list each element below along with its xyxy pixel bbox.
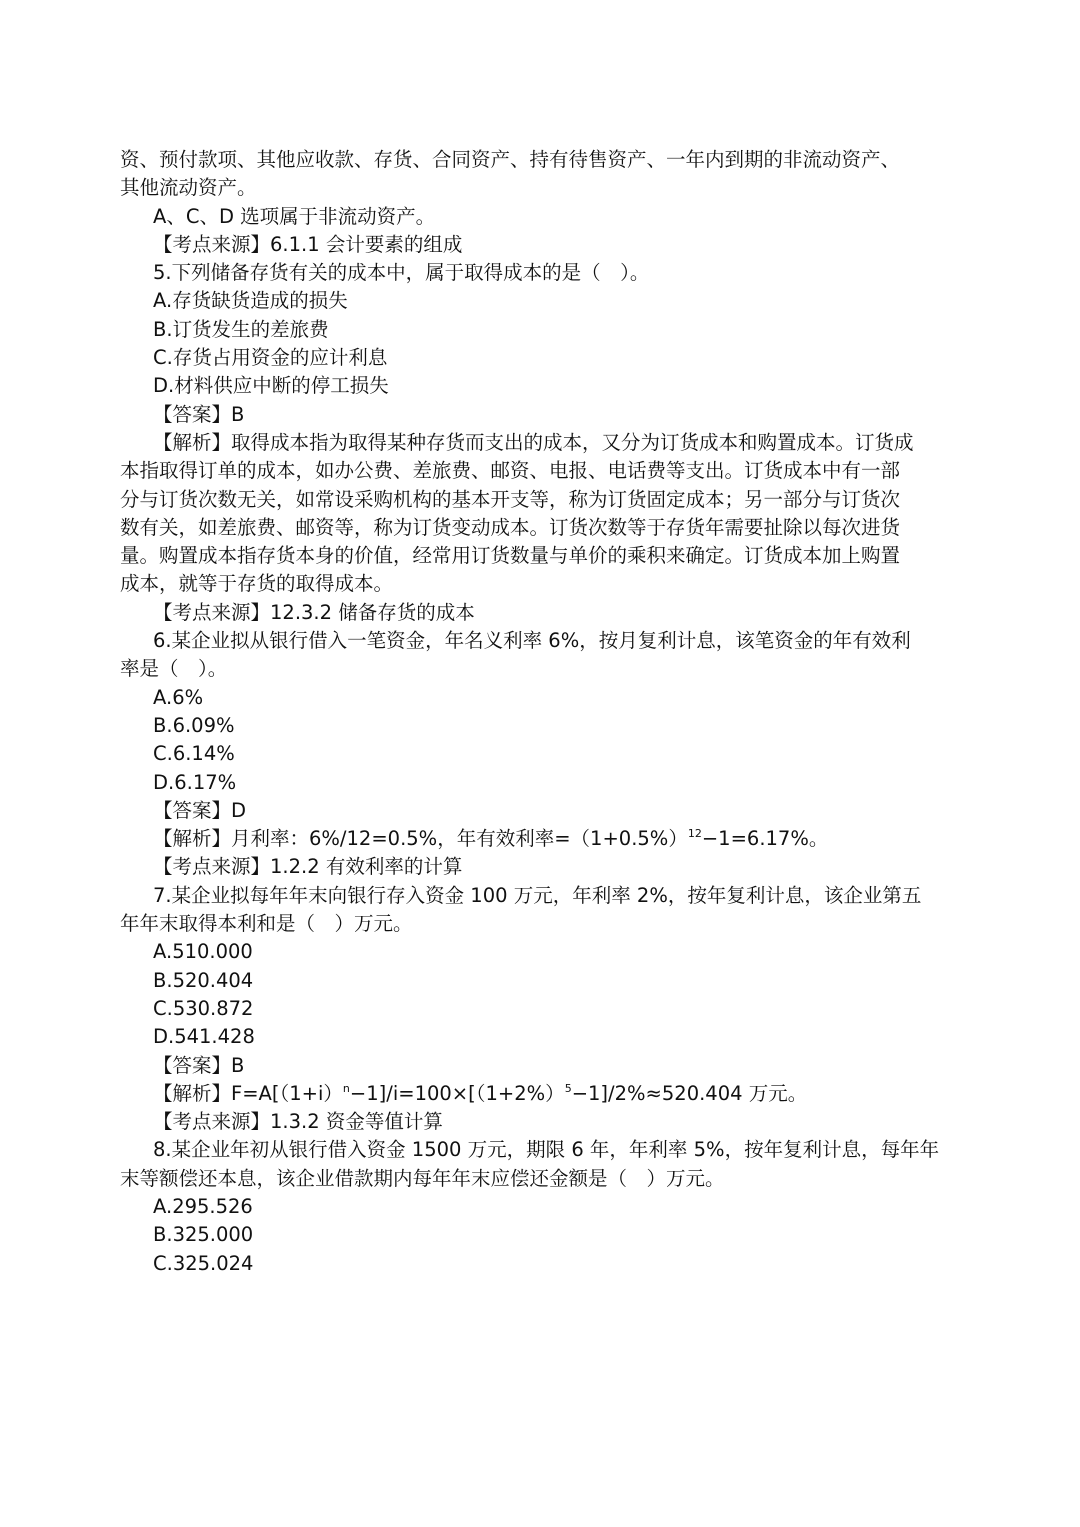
text-line: A.存货缺货造成的损失: [153, 289, 348, 313]
text-line: 末等额偿还本息，该企业借款期内每年年末应偿还金额是（ ）万元。: [120, 1166, 725, 1190]
text-line: 分与订货次数无关，如常设采购机构的基本开支等，称为订货固定成本；另一部分与订货次: [120, 487, 901, 511]
superscript: 5: [564, 1081, 572, 1095]
text-segment: −1]/2%≈520.404 万元。: [571, 1081, 808, 1105]
text-line: 年年末取得本利和是（ ）万元。: [120, 912, 413, 936]
text-line: D.541.428: [153, 1025, 255, 1049]
text-line: A、C、D 选项属于非流动资产。: [153, 204, 436, 228]
text-line: B.520.404: [153, 968, 254, 992]
text-line: D.材料供应中断的停工损失: [153, 374, 389, 398]
text-line: 8.某企业年初从银行借入资金 1500 万元，期限 6 年，年利率 5%，按年复利计息，每年年: [153, 1138, 940, 1162]
superscript: n: [342, 1081, 350, 1095]
text-line: C.325.024: [153, 1251, 254, 1275]
text-line: C.存货占用资金的应计利息: [153, 346, 388, 370]
text-segment: −1]/i=100×[（1+2%）: [349, 1081, 565, 1105]
text-line: 本指取得订单的成本，如办公费、差旅费、邮资、电报、电话费等支出。订货成本中有一部: [120, 459, 901, 483]
text-line: 7.某企业拟每年年末向银行存入资金 100 万元，年利率 2%，按年复利计息，该企业第五: [153, 883, 922, 907]
text-line: 【答案】B: [153, 1053, 245, 1077]
text-line: [120, 825, 1000, 853]
text-line: 6.某企业拟从银行借入一笔资金，年名义利率 6%，按月复利计息，该笔资金的年有效利: [153, 629, 911, 653]
text-line: A.295.526: [153, 1194, 253, 1218]
text-line: A.6%: [153, 685, 204, 709]
text-line: C.6.14%: [153, 742, 235, 766]
text-line: 成本，就等于存货的取得成本。: [120, 572, 394, 596]
text-line: D.6.17%: [153, 770, 237, 794]
text-line: [120, 1080, 1000, 1108]
text-line: 【考点来源】12.3.2 储备存货的成本: [153, 600, 475, 624]
text-line: A.510.000: [153, 940, 253, 964]
text-line: C.530.872: [153, 996, 254, 1020]
text-line: B.6.09%: [153, 713, 235, 737]
superscript: 12: [687, 827, 702, 841]
text-line: 率是（ ）。: [120, 657, 228, 681]
text-line: 【考点来源】6.1.1 会计要素的组成: [153, 232, 463, 256]
text-line: 【解析】取得成本指为取得某种存货而支出的成本，又分为订货成本和购置成本。订货成: [153, 430, 914, 454]
text-segment: 【解析】月利率：6%/12=0.5%，年有效利率=（1+0.5%）: [153, 827, 688, 851]
text-line: 【考点来源】1.3.2 资金等值计算: [153, 1110, 443, 1134]
text-line: 【答案】B: [153, 402, 245, 426]
text-line: 5.下列储备存货有关的成本中，属于取得成本的是（ ）。: [153, 261, 650, 285]
text-line: 资、预付款项、其他应收款、存货、合同资产、持有待售资产、一年内到期的非流动资产、: [120, 148, 901, 171]
text-segment: −1=6.17%。: [701, 827, 829, 851]
text-line: 量。购置成本指存货本身的价值，经常用订货数量与单价的乘积来确定。订货成本加上购置: [120, 544, 901, 568]
text-segment: 【解析】F=A[（1+i）: [153, 1081, 343, 1105]
text-line: B.订货发生的差旅费: [153, 317, 329, 341]
text-line: 其他流动资产。: [120, 176, 257, 200]
text-line: 【考点来源】1.2.2 有效利率的计算: [153, 855, 463, 879]
document-body: [120, 146, 1000, 1278]
text-line: 数有关，如差旅费、邮资等，称为订货变动成本。订货次数等于存货年需要扯除以每次进货: [120, 515, 901, 539]
text-line: 【答案】D: [153, 798, 247, 822]
text-line: B.325.000: [153, 1223, 254, 1247]
